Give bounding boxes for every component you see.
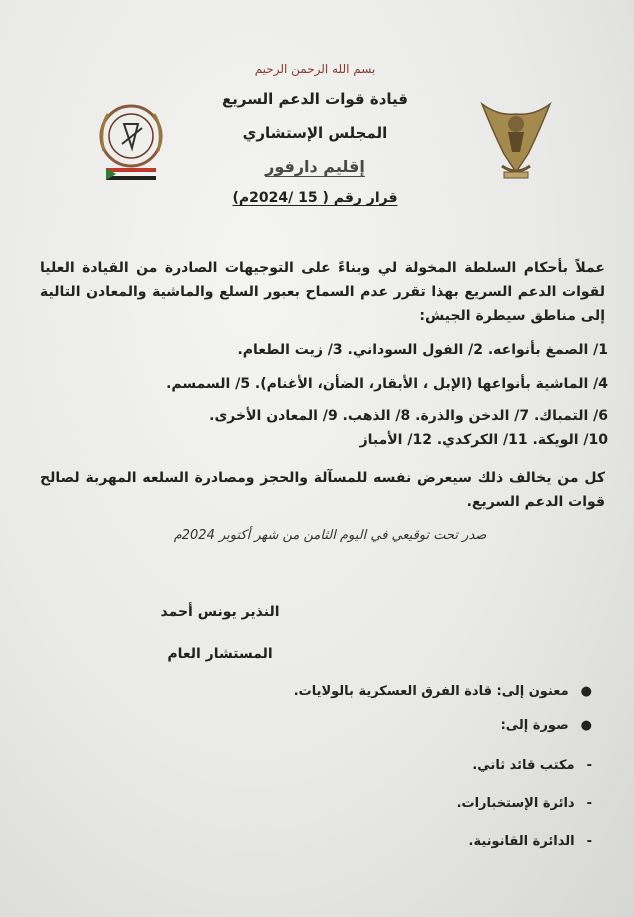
cc-text: الدائرة القانونية. bbox=[468, 834, 575, 849]
signatory-name: النذير يونس أحمد bbox=[160, 604, 280, 620]
dash-icon: - bbox=[586, 796, 592, 811]
organization-title: قيادة قوات الدعم السريع bbox=[222, 90, 408, 108]
council-title: المجلس الإستشاري bbox=[242, 124, 388, 142]
copy-to-text: صورة إلى: bbox=[500, 718, 569, 733]
items-line-4: 10/ الويكة. 11/ الكركدي. 12/ الأمباز bbox=[359, 432, 608, 448]
cc-item bbox=[472, 758, 592, 773]
items-line-3: 6/ التمباك. 7/ الدخن والذرة. 8/ الذهب. 9/ المعادن الأخرى. bbox=[209, 408, 608, 424]
distribution-addressed bbox=[294, 684, 592, 699]
issued-date: صدر تحت توقيعي في اليوم الثامن من شهر أكتوبر 2024م bbox=[173, 528, 487, 543]
basmala: بسم الله الرحمن الرحيم bbox=[254, 62, 376, 76]
cc-item bbox=[457, 796, 592, 811]
warning-paragraph: كل من يخالف ذلك سيعرض نفسه للمسآلة والحجز ومصادرة السلعه المهربة لصالح قوات الدعم السريع. bbox=[40, 470, 605, 510]
rsf-logo-icon bbox=[92, 96, 170, 188]
distribution-copy-to bbox=[501, 718, 592, 733]
intro-paragraph: عملاً بأحكام السلطة المخولة لي وبناءً على التوجيهات الصادرة من القيادة العليا لقوات الدعم السريع بهذا تقرر عدم السماح بعبور السلع والماشية والمعادن التالية إلى مناطق سيطرة الجيش: bbox=[40, 260, 605, 324]
signatory-title: المستشار العام bbox=[167, 646, 273, 662]
bullet-icon: ● bbox=[580, 718, 592, 733]
cc-text: دائرة الإستخبارات. bbox=[456, 796, 575, 811]
dash-icon: - bbox=[586, 758, 592, 773]
items-line-1: 1/ الصمغ بأنواعه. 2/ الفول السوداني. 3/ زيت الطعام. bbox=[237, 342, 608, 358]
items-line-2: 4/ الماشية بأنواعها (الإبل ، الأبقار، الضأن، الأغنام). 5/ السمسم. bbox=[166, 376, 608, 392]
sudan-emblem-icon bbox=[474, 94, 558, 184]
dash-icon: - bbox=[586, 834, 592, 849]
addressed-text: معنون إلى: قادة الفرق العسكرية بالولايات. bbox=[293, 684, 569, 699]
cc-text: مكتب قائد ثاني. bbox=[472, 758, 575, 773]
cc-item bbox=[469, 834, 593, 849]
region-title: إقليم دارفور bbox=[265, 157, 365, 176]
decision-number: قرار رقم ( 15 /2024م) bbox=[232, 190, 398, 206]
bullet-icon: ● bbox=[580, 684, 592, 699]
